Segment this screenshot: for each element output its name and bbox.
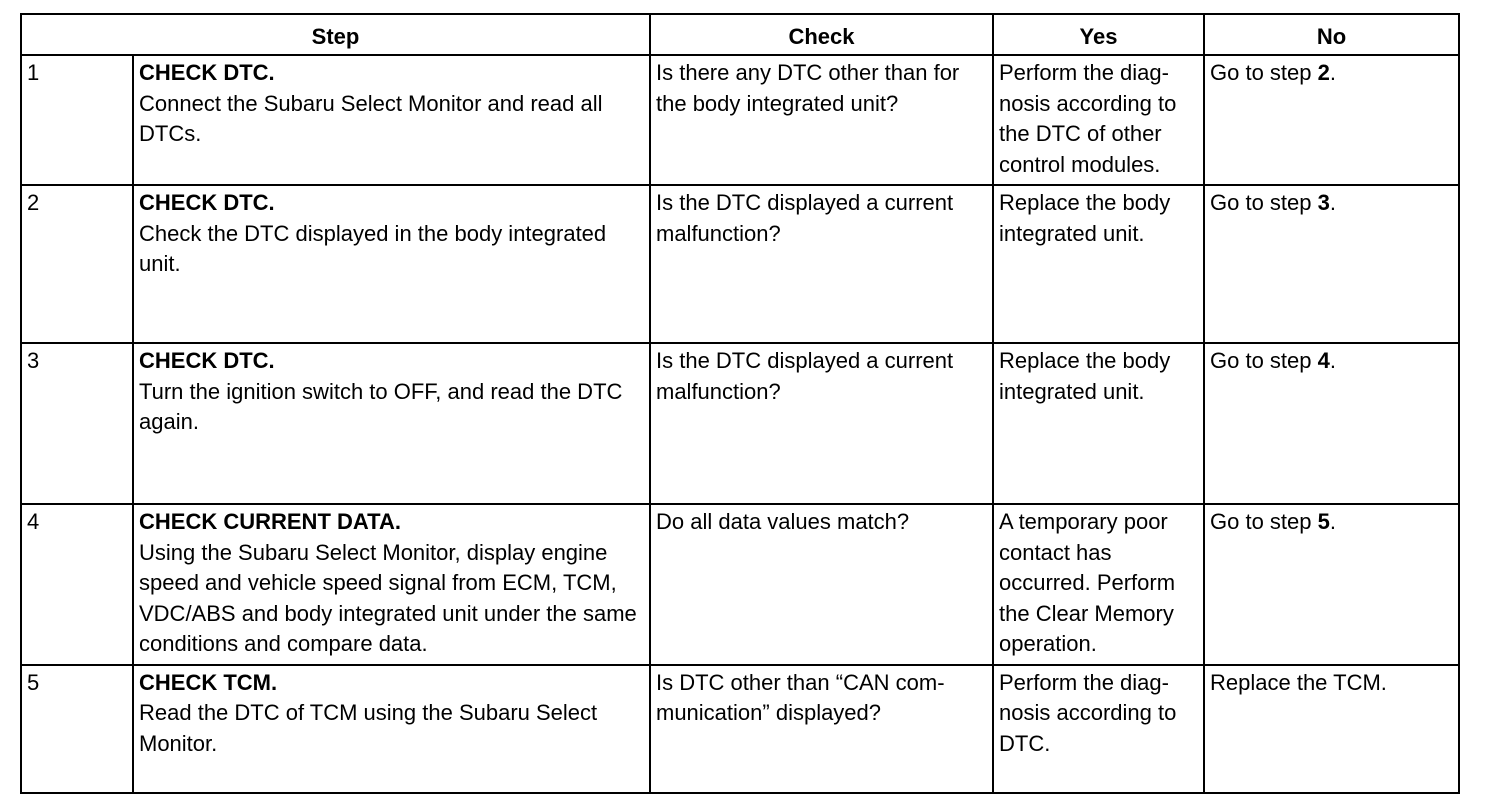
no-cell bbox=[1204, 55, 1459, 185]
step-title: CHECK CURRENT DATA. bbox=[139, 509, 401, 534]
no-text: Go to step bbox=[1210, 190, 1318, 215]
no-suffix: . bbox=[1329, 509, 1336, 534]
no-text: Replace the TCM. bbox=[1210, 669, 1387, 695]
header-row bbox=[21, 14, 1459, 55]
step-body: Connect the Subaru Select Monitor and read all DTCs. bbox=[139, 90, 603, 146]
yes-cell: A temporary poor contact has occurred. Perform the Clear Memory operation. bbox=[993, 504, 1204, 665]
header-check: Check bbox=[650, 14, 993, 55]
step-body: Using the Subaru Select Monitor, display engine speed and vehicle speed signal from ECM, TCM, VDC/ABS and body integrated unit under the same conditions and compare data. bbox=[139, 539, 637, 656]
step-description bbox=[133, 343, 650, 504]
yes-cell: Replace the body integrated unit. bbox=[993, 185, 1204, 343]
no-cell bbox=[1204, 504, 1459, 665]
table-row bbox=[21, 55, 1459, 185]
step-description bbox=[133, 504, 650, 665]
no-cell bbox=[1204, 343, 1459, 504]
no-suffix: . bbox=[1329, 190, 1336, 215]
no-cell bbox=[1204, 665, 1459, 793]
step-ref: 3 bbox=[1317, 190, 1330, 215]
header-no: No bbox=[1204, 14, 1459, 55]
no-text: Go to step bbox=[1210, 60, 1318, 85]
yes-cell: Perform the diag-nosis according to the DTC of other control modules. bbox=[993, 55, 1204, 185]
step-ref: 2 bbox=[1317, 60, 1330, 85]
diagnostic-table bbox=[20, 13, 1460, 794]
header-step: Step bbox=[21, 14, 650, 55]
no-suffix: . bbox=[1329, 60, 1336, 85]
step-title: CHECK DTC. bbox=[139, 60, 275, 85]
yes-cell: Perform the diag-nosis according to DTC. bbox=[993, 665, 1204, 793]
header-yes: Yes bbox=[993, 14, 1204, 55]
step-number: 2 bbox=[21, 185, 133, 343]
check-cell: Is the DTC displayed a current malfunction? bbox=[650, 185, 993, 343]
yes-cell: Replace the body integrated unit. bbox=[993, 343, 1204, 504]
table-row bbox=[21, 185, 1459, 343]
step-number: 3 bbox=[21, 343, 133, 504]
no-text: Go to step bbox=[1210, 348, 1318, 373]
step-description bbox=[133, 665, 650, 793]
table-row bbox=[21, 504, 1459, 665]
step-title: CHECK TCM. bbox=[139, 669, 278, 695]
step-description bbox=[133, 185, 650, 343]
step-number: 4 bbox=[21, 504, 133, 665]
step-title: CHECK DTC. bbox=[139, 190, 275, 215]
table-row bbox=[21, 665, 1459, 793]
check-cell: Is the DTC displayed a current malfunction? bbox=[650, 343, 993, 504]
no-suffix: . bbox=[1329, 348, 1336, 373]
step-ref: 4 bbox=[1317, 348, 1330, 373]
step-body: Read the DTC of TCM using the Subaru Select Monitor. bbox=[139, 700, 598, 756]
step-body: Turn the ignition switch to OFF, and read the DTC again. bbox=[139, 378, 623, 434]
no-cell bbox=[1204, 185, 1459, 343]
check-cell: Is DTC other than “CAN com-munication” displayed? bbox=[650, 665, 993, 793]
check-cell: Is there any DTC other than for the body integrated unit? bbox=[650, 55, 993, 185]
step-number: 5 bbox=[21, 665, 133, 793]
step-ref: 5 bbox=[1317, 509, 1330, 534]
check-cell: Do all data values match? bbox=[650, 504, 993, 665]
step-body: Check the DTC displayed in the body integrated unit. bbox=[139, 220, 607, 276]
step-title: CHECK DTC. bbox=[139, 348, 275, 373]
table-row bbox=[21, 343, 1459, 504]
no-text: Go to step bbox=[1210, 509, 1318, 534]
step-description bbox=[133, 55, 650, 185]
step-number: 1 bbox=[21, 55, 133, 185]
